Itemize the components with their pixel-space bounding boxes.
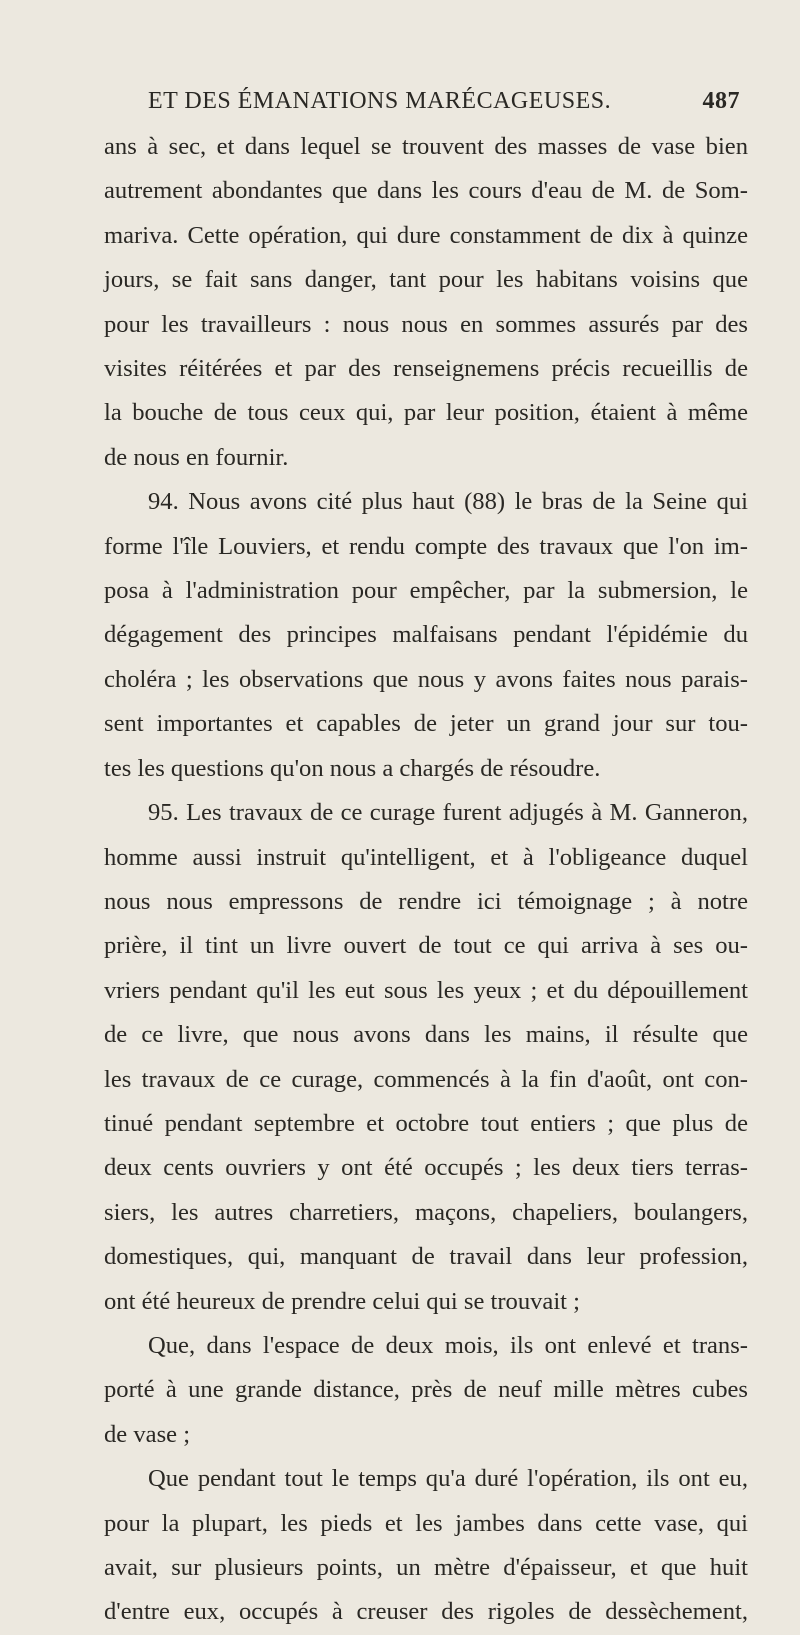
paragraph-start-line: Que pendant tout le temps qu'a duré l'opération, ils ont eu, — [148, 1465, 748, 1493]
text-line: d'entre eux, occupés à creuser des rigoles de dessèchement, — [104, 1598, 748, 1626]
text-line: pour la plupart, les pieds et les jambes dans cette vase, qui — [104, 1509, 748, 1537]
text-line: dégagement des principes malfaisans pendant l'épidémie du — [104, 621, 748, 649]
text-line: de nous en fournir. — [104, 443, 289, 471]
text-line: homme aussi instruit qu'intelligent, et à l'obligeance duquel — [104, 843, 748, 871]
body-text — [104, 125, 748, 1635]
text-line: pour les travailleurs : nous nous en sommes assurés par des — [104, 310, 748, 338]
text-line: la bouche de tous ceux qui, par leur position, étaient à même — [104, 399, 748, 427]
text-line: siers, les autres charretiers, maçons, chapeliers, boulangers, — [104, 1198, 748, 1226]
text-line: sent importantes et capables de jeter un grand jour sur tou- — [104, 710, 748, 738]
page-number: 487 — [702, 88, 740, 114]
text-line: nous nous empressons de rendre ici témoignage ; à notre — [104, 887, 748, 915]
text-line: mariva. Cette opération, qui dure constamment de dix à quinze — [104, 221, 748, 249]
text-line: prière, il tint un livre ouvert de tout ce qui arriva à ses ou- — [104, 932, 748, 960]
text-line: de ce livre, que nous avons dans les mains, il résulte que — [104, 1021, 748, 1049]
running-head — [104, 88, 748, 115]
text-line: choléra ; les observations que nous y avons faites nous parais- — [104, 665, 748, 693]
text-line: avait, sur plusieurs points, un mètre d'épaisseur, et que huit — [104, 1554, 748, 1581]
text-line: tinué pendant septembre et octobre tout entiers ; que plus de — [104, 1109, 748, 1137]
text-line: ont été heureux de prendre celui qui se trouvait ; — [104, 1287, 580, 1315]
text-line: deux cents ouvriers y ont été occupés ; les deux tiers terras- — [104, 1154, 748, 1182]
text-line: ans à sec, et dans lequel se trouvent des masses de vase bien — [104, 133, 748, 160]
paragraph-start-line: Que, dans l'espace de deux mois, ils ont enlevé et trans- — [148, 1331, 748, 1359]
text-line: domestiques, qui, manquant de travail dans leur profession, — [104, 1243, 748, 1271]
paragraph-start-line: 94. Nous avons cité plus haut (88) le bras de la Seine qui — [148, 488, 748, 516]
text-line: jours, se fait sans danger, tant pour les habitans voisins que — [104, 266, 748, 294]
text-line: de vase ; — [104, 1420, 191, 1448]
text-line: forme l'île Louviers, et rendu compte des travaux que l'on im- — [104, 532, 748, 560]
text-line: vriers pendant qu'il les eut sous les yeux ; et du dépouillement — [104, 976, 748, 1004]
paragraph-start-line: 95. Les travaux de ce curage furent adjugés à M. Ganneron, — [148, 799, 748, 827]
text-line: tes les questions qu'on nous a chargés de résoudre. — [104, 754, 601, 782]
text-line: porté à une grande distance, près de neuf mille mètres cubes — [104, 1376, 748, 1404]
text-line: posa à l'administration pour empêcher, par la submersion, le — [104, 577, 748, 605]
running-title: ET DES ÉMANATIONS MARÉCAGEUSES. — [148, 88, 612, 114]
text-line: les travaux de ce curage, commencés à la fin d'août, ont con- — [104, 1065, 748, 1093]
text-line: autrement abondantes que dans les cours d'eau de M. de Som- — [104, 177, 748, 205]
text-line: visites réitérées et par des renseignemens précis recueillis de — [104, 355, 748, 383]
